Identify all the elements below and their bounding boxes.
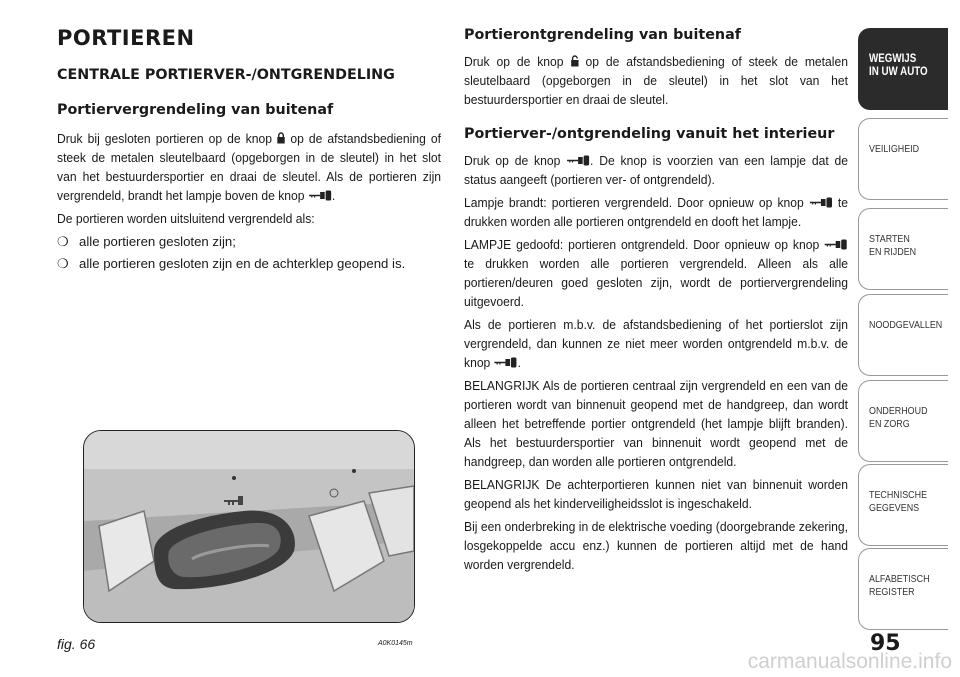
lock-open-icon <box>570 55 578 67</box>
section-heading: CENTRALE PORTIERVER-/ONTGRENDELING <box>57 67 395 83</box>
key-button-icon <box>308 190 332 201</box>
bullet-icon: ❍ <box>57 256 69 271</box>
paragraph-remote-locked: Als de portieren m.b.v. de afstandsbediening of het portierslot zijn vergrendeld, dan kunnen ze niet meer worden ontgrendeld m.b.v. de knop . <box>464 317 849 370</box>
paragraph-interior-button: Druk op de knop . De knop is voorzien van een lampje dat de status aangeeft (portieren ver- of ontgrendeld). <box>464 153 848 187</box>
page-title: PORTIEREN <box>57 26 195 50</box>
paragraph-lamp-on: Lampje brandt: portieren vergrendeld. Door opnieuw op knop te drukken worden alle portieren ontgrendeld en dooft het lampje. <box>464 195 848 229</box>
key-button-icon <box>824 239 848 250</box>
key-button-icon <box>494 357 518 368</box>
key-button-icon <box>566 155 590 166</box>
tab-alfabetisch[interactable]: ALFABETISCH REGISTER <box>858 548 948 630</box>
paragraph-lock-outside: Druk bij gesloten portieren op de knop op de afstandsbediening of steek de metalen sleutelbaard (opgeborgen in de sleutel) in het slot van het bestuurdersportier en draai de sleutel. Als de portieren zijn vergrendeld, brandt het lampje boven de knop . <box>57 131 442 203</box>
paragraph-unlock-outside: Druk op de knop op de afstandsbediening of steek de metalen sleutelbaard (opgeborgen in de sleutel) in het slot van het bestuurdersportier en draai de sleutel. <box>464 54 849 107</box>
tab-veiligheid[interactable]: VEILIGHEID <box>858 118 948 200</box>
paragraph-power-failure: Bij een onderbreking in de elektrische voeding (doorgebrande zekering, losgekoppelde accu enz.) kunnen de portieren altijd met de hand worden vergrendeld. <box>464 519 849 572</box>
paragraph-important-1: BELANGRIJK Als de portieren centraal zijn vergrendeld en een van de portieren wordt van binnenuit geopend met de handgreep, dan wordt alleen het betreffende portier ontgrendeld (het lampje blijft branden). Als het bestuurdersportier van binnenuit wordt geopend met de handgreep, dan worden alle portieren ontgrendeld. <box>464 378 849 469</box>
subheading-lock-outside: Portiervergrendeling van buitenaf <box>57 102 334 118</box>
tab-onderhoud[interactable]: ONDERHOUD EN ZORG <box>858 380 948 462</box>
watermark: carmanualsonline.info <box>747 650 952 673</box>
paragraph-important-2: BELANGRIJK De achterportieren kunnen niet van binnenuit worden geopend als het kinderveiligheidsslot is ingeschakeld. <box>464 477 849 511</box>
key-button-icon <box>809 197 833 208</box>
tab-starten[interactable]: STARTEN EN RIJDEN <box>858 208 948 290</box>
bullet-icon: ❍ <box>57 234 69 249</box>
list-item: ❍ alle portieren gesloten zijn en de achterklep geopend is. <box>57 256 406 271</box>
page-number: 95 <box>870 631 901 656</box>
lock-icon <box>277 132 285 144</box>
list-item: ❍ alle portieren gesloten zijn; <box>57 234 236 249</box>
tab-wegwijs[interactable]: WEGWIJS IN UW AUTO <box>858 28 948 110</box>
subheading-unlock-outside: Portierontgrendeling van buitenaf <box>464 27 741 43</box>
tab-noodgevallen[interactable]: NOODGEVALLEN <box>858 294 948 376</box>
door-button-illustration <box>84 431 414 622</box>
figure-caption: fig. 66 <box>57 636 96 652</box>
tab-technische[interactable]: TECHNISCHE GEGEVENS <box>858 464 948 546</box>
figure-code: A0K0145m <box>378 640 413 647</box>
figure-door-button <box>83 430 415 623</box>
paragraph-lamp-off: LAMPJE gedoofd: portieren ontgrendeld. Door opnieuw op knop te drukken worden alle portieren vergrendeld. Alleen als alle portieren/deuren goed gesloten zijn, wordt de portiervergrendeling uitgevoerd. <box>464 237 849 309</box>
subheading-interior: Portierver-/ontgrendeling vanuit het interieur <box>464 126 835 142</box>
paragraph-conditions: De portieren worden uitsluitend vergrendeld als: <box>57 211 315 226</box>
